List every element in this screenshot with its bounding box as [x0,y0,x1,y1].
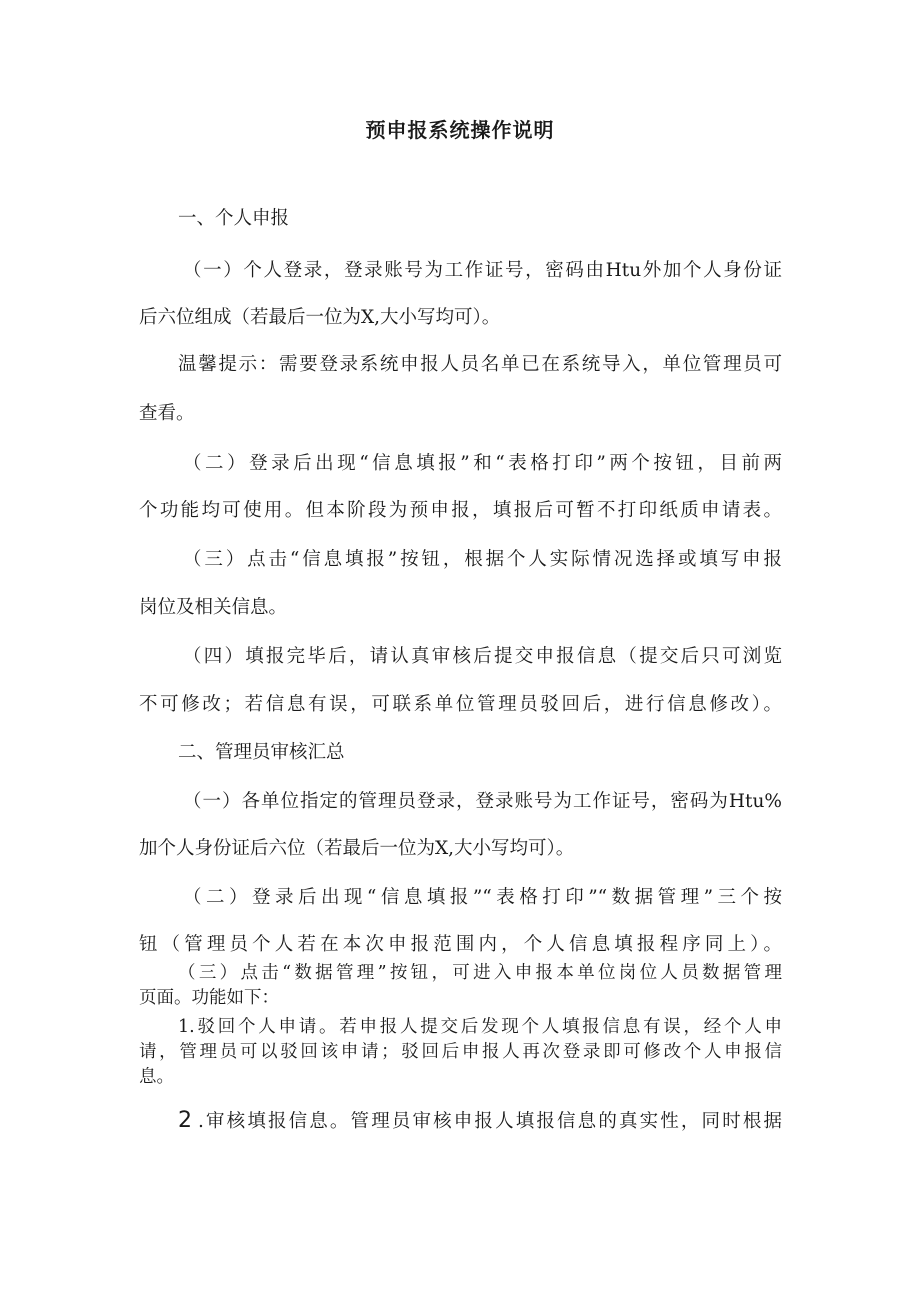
paragraph-line: （一）个人登录，登录账号为工作证号，密码由Htu外加个人身份证 [183,260,782,281]
paragraph-line: 后六位组成（若最后一位为X,大小写均可）。 [139,307,501,328]
paragraph-line: 查看。 [139,403,195,424]
paragraph-line: 岗位及相关信息。 [139,597,288,618]
paragraph-line: 加个人身份证后六位（若最后一位为X,大小写均可）。 [139,838,575,859]
paragraph-line: 息。 [139,1067,174,1087]
paragraph-line: （一）各单位指定的管理员登录，登录账号为工作证号，密码为Htu% [183,791,782,812]
list-number: 2 [178,1108,192,1133]
paragraph-line: 不可修改；若信息有误，可联系单位管理员驳回后，进行信息修改）。 [139,694,782,715]
paragraph-line: 钮（管理员个人若在本次申报范围内，个人信息填报程序同上）。 [139,934,782,955]
section-heading-personal: 一、个人申报 [178,208,290,229]
paragraph-line: .审核填报信息。管理员审核申报人填报信息的真实性，同时根据 [198,1111,782,1132]
paragraph-line: （四）填报完毕后，请认真审核后提交申报信息（提交后只可浏览 [183,646,782,667]
paragraph-line: 个功能均可使用。但本阶段为预申报，填报后可暂不打印纸质申请表。 [139,500,782,521]
paragraph-line: 1.驳回个人申请。若申报人提交后发现个人填报信息有误，经个人申 [178,1017,782,1037]
paragraph-line: 请，管理员可以驳回该申请；驳回后申报人再次登录即可修改个人申报信 [139,1042,782,1062]
paragraph-line: （三）点击“信息填报”按钮，根据个人实际情况选择或填写申报 [183,549,782,570]
paragraph-line: 页面。功能如下： [139,988,279,1008]
document-title: 预申报系统操作说明 [365,118,555,142]
paragraph-line: （二）登录后出现“信息填报”和“表格打印”两个按钮，目前两 [183,453,782,474]
paragraph-line: 温馨提示：需要登录系统申报人员名单已在系统导入，单位管理员可 [178,354,782,375]
section-heading-admin: 二、管理员审核汇总 [178,742,345,763]
paragraph-line: （二）登录后出现“信息填报”“表格打印”“数据管理”三个按 [183,887,782,908]
paragraph-line: （三）点击“数据管理”按钮，可进入申报本单位岗位人员数据管理 [178,963,782,983]
